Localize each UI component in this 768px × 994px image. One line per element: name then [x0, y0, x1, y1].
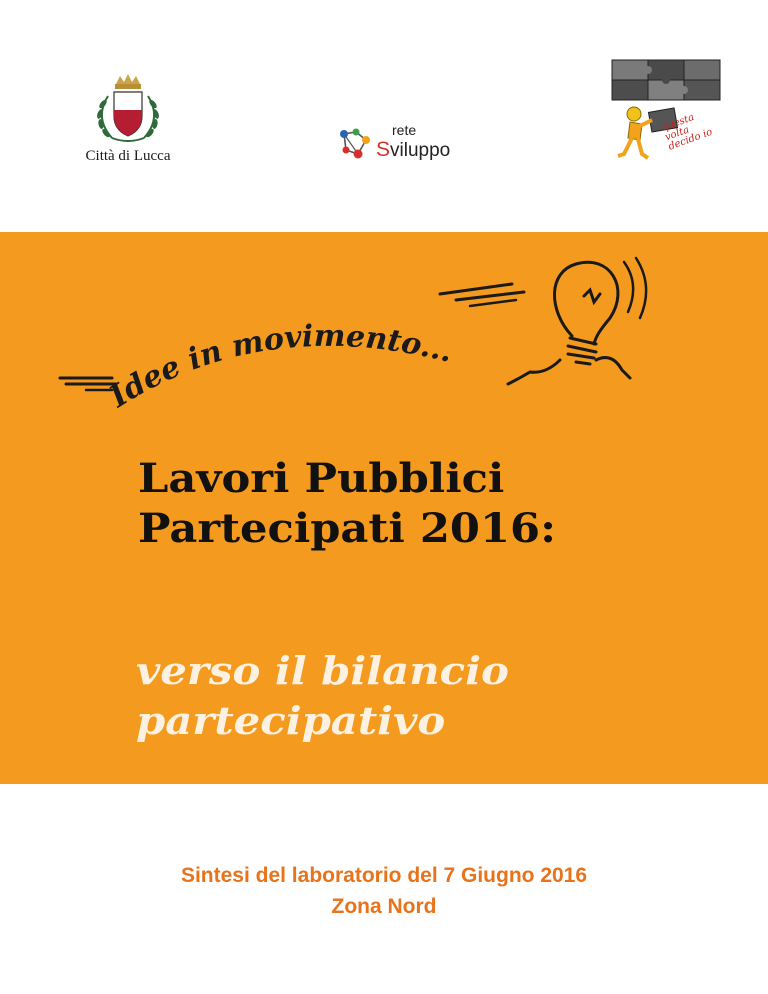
svg-text:Idee in movimento... [103, 319, 456, 415]
puzzle-slogan: questa volta decido io [660, 111, 714, 153]
citta-di-lucca-logo [68, 72, 188, 172]
sviluppo-word [376, 138, 450, 162]
sviluppo-rest: viluppo [390, 140, 451, 161]
rete-word: rete [392, 122, 417, 138]
lucca-crest-icon [68, 72, 188, 148]
footer-line-2: Zona Nord [331, 895, 437, 918]
subtitle-line-1: verso il bilancio [136, 648, 509, 693]
sviluppo-initial: S [376, 138, 391, 161]
footer-heading [0, 860, 768, 922]
footer-line-1: Sintesi del laboratorio del 7 Giugno 2016 [180, 864, 588, 887]
city-name: Città di Lucca [85, 148, 171, 164]
motto-text: Idee in movimento... [103, 318, 457, 415]
rete-sviluppo-logo [336, 122, 456, 164]
title-banner [0, 232, 768, 784]
title-line-1: Lavori Pubblici [138, 455, 505, 502]
network-dots-icon [336, 124, 376, 164]
motto-graphic [0, 232, 768, 452]
subtitle-line-2: partecipativo [136, 698, 446, 743]
subtitle [136, 646, 509, 746]
puzzle-worker-logo [610, 58, 722, 166]
main-title [138, 454, 556, 554]
title-line-2: Partecipati 2016: [138, 505, 557, 552]
worker-figure-icon [614, 104, 664, 164]
